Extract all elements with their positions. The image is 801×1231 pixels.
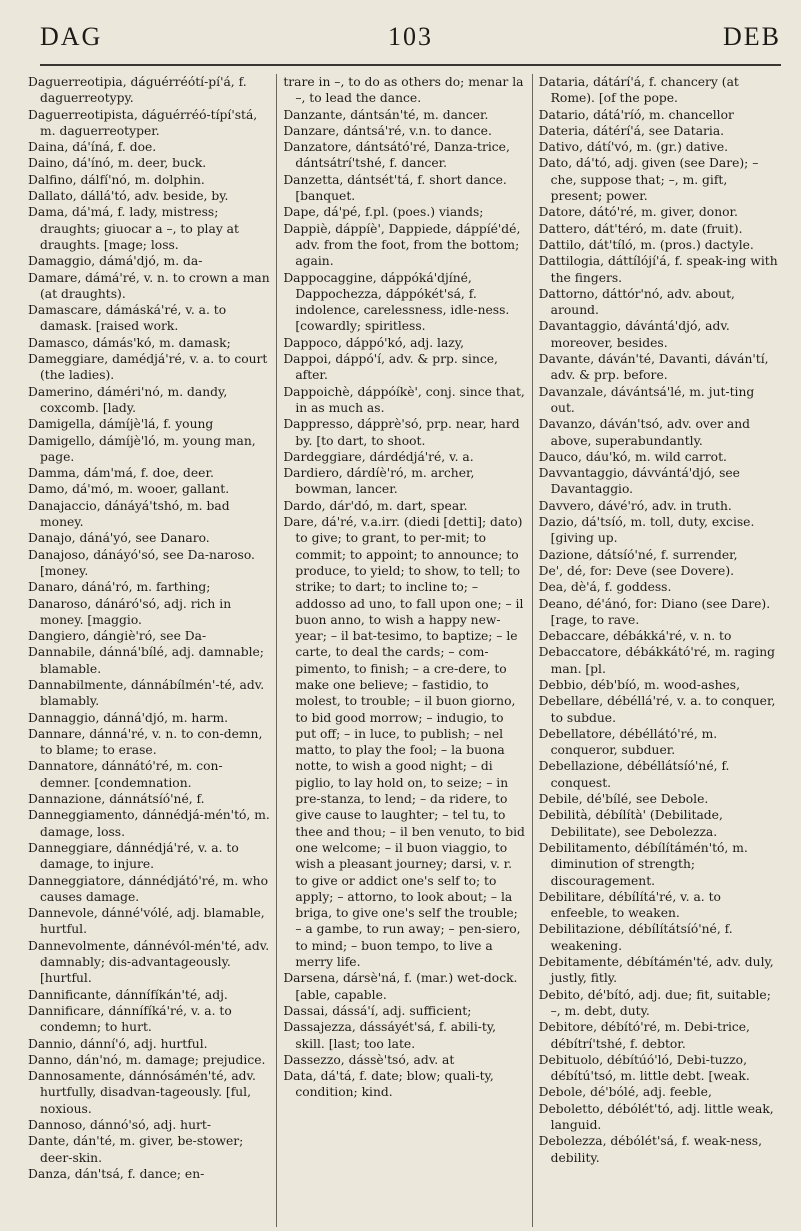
dictionary-entry: Debolezza, débólét'sá, f. weak-ness, debility.: [538, 1134, 762, 1165]
dictionary-entry: Debaccatore, débákkátó'ré, m. raging man. [pl.: [538, 645, 775, 676]
dictionary-entry: Data, dá'tá, f. date; blow; quali-ty, condition; kind.: [283, 1069, 494, 1100]
dictionary-entry: Dannazione, dánnátsíó'né, f.: [28, 792, 205, 807]
dictionary-entry: Danzare, dántsá'ré, v.n. to dance.: [283, 123, 492, 138]
dictionary-entry: Datore, dátó'ré, m. giver, donor.: [538, 205, 738, 220]
dictionary-entry: Dallato, dállá'tó, adv. beside, by.: [28, 189, 229, 204]
dictionary-entry: Dattorno, dáttór'nó, adv. about, around.: [538, 286, 735, 318]
dictionary-entry: Debellazione, débéllátsíó'né, f. conquest.: [538, 759, 730, 790]
dictionary-entry: Dare, dá'ré, v.a.irr. (diedi [detti]; dato) to give; to grant, to per-mit; to commit; to appoint; to announce; to produce, to yield; to show, to tell; to strike; to dart; to incline to; – addosso ad uno, to fall upon one; – il buon anno, to wish a happy new-year; – il bat-tesimo, to baptize; – le carte, to deal the cards; – com-pimento, to finish; – a cre-dere, to make one believe; – fastidio, to molest, to trouble; – il buon giorno, to bid good morrow; – indugio, to put off; – in luce, to publish; – nel matto, to play the fool; – la buona notte, to wish a good night; – di piglio, to lay hold on, to seize; – in pre-stanza, to lend; – da ridere, to give cause to laughter; – tel tu, to thee and thou; – il ben venuto, to bid one welcome; – il buon viaggio, to wish a pleasant journey; darsi, v. r. to give or addict one's self to; to apply; – attorno, to look about; – la briga, to give one's self the trouble; – a gambe, to run away; – pen-siero, to mind; – buon tempo, to live a merry life.: [283, 515, 525, 970]
dictionary-entry: Debilità, débílítà' (Debilitade, Debilitate), see Debolezza.: [538, 808, 723, 839]
dictionary-entry: Daina, dá'íná, f. doe.: [28, 140, 157, 155]
dictionary-entry: Dape, dá'pé, f.pl. (poes.) viands;: [283, 205, 484, 220]
dictionary-entry: De', dé, for: Deve (see Dovere).: [538, 563, 735, 578]
dictionary-entry: Dannificante, dánnífíkán'té, adj.: [28, 987, 228, 1002]
dictionary-entry: Dannio, dánní'ó, adj. hurtful.: [28, 1036, 208, 1051]
dictionary-entry: Dassezzo, dássè'tsó, adv. at: [283, 1052, 455, 1067]
dictionary-entry: Dattilogia, dáttílójí'á, f. speak-ing with the fingers.: [538, 254, 778, 285]
dictionary-entry: Dannare, dánná'ré, v. n. to con-demn, to blame; to erase.: [28, 726, 263, 758]
page-header: [40, 10, 781, 66]
dictionary-entry: Danzatore, dántsátó'ré, Danza-trice, dántsátrí'tshé, f. dancer.: [283, 140, 510, 171]
dictionary-entry: Dalfino, dálfí'nó, m. dolphin.: [28, 172, 205, 187]
dictionary-entry: Debile, dé'bílé, see Debole.: [538, 792, 709, 807]
dictionary-entry: Dannificare, dánnífíká'ré, v. a. to condemn; to hurt.: [28, 1003, 232, 1035]
dictionary-entry: Dannaggio, dánná'djó, m. harm.: [28, 710, 229, 725]
dictionary-entry: Dativo, dátí'vó, m. (gr.) dative.: [538, 140, 729, 155]
dictionary-entry: Danneggiamento, dánnédjá-mén'tó, m. damage, loss.: [28, 808, 270, 839]
dictionary-entry: Damerino, dáméri'nó, m. dandy, coxcomb. [lady.: [28, 384, 228, 415]
dictionary-entry: Dattero, dát'téró, m. date (fruit).: [538, 221, 743, 236]
dictionary-entry: Damare, dámá'ré, v. n. to crown a man (at draughts).: [28, 270, 270, 301]
dictionary-entry: Darsena, dársè'ná, f. (mar.) wet-dock. [able, capable.: [283, 971, 518, 1002]
dictionary-entry: Dato, dá'tó, adj. given (see Dare); – che, suppose that; –, m. gift, present; power.: [538, 156, 759, 204]
dictionary-entry: Dardiero, dárdíè'ró, m. archer, bowman, lancer.: [283, 466, 475, 497]
dictionary-entry: Deboletto, débólét'tó, adj. little weak, languid.: [538, 1101, 774, 1132]
dictionary-entry: Dannabile, dánná'bílé, adj. damnable; blamable.: [28, 645, 264, 676]
dictionary-entry: Davanzale, dávántsá'lé, m. jut-ting out.: [538, 384, 755, 415]
dictionary-entry: Danneggiare, dánnédjá'ré, v. a. to damage, to injure.: [28, 840, 239, 872]
dictionary-entry: Dea, dè'á, f. goddess.: [538, 580, 672, 595]
dictionary-entry: Daguerreotipia, dáguérréótí-pí'á, f. daguerreotypy.: [28, 75, 247, 106]
dictionary-entry: Dappoi, dáppó'í, adv. & prp. since, after.: [283, 352, 498, 383]
dictionary-entry: Davantaggio, dávántá'djó, adv. moreover, besides.: [538, 319, 730, 350]
dictionary-entry: Dassai, dássá'í, adj. sufficient;: [283, 1003, 472, 1018]
dictionary-entry: Dameggiare, damédjá'ré, v. a. to court (the ladies).: [28, 352, 268, 383]
dictionary-entry: Damaggio, dámá'djó, m. da-: [28, 254, 203, 269]
dictionary-entry: Debole, dé'bólé, adj. feeble,: [538, 1085, 712, 1100]
dictionary-entry: Davanzo, dáván'tsó, adv. over and above, superabundantly.: [538, 417, 751, 448]
dictionary-entry: Debitamente, débítámén'té, adv. duly, justly, fitly.: [538, 955, 774, 986]
dictionary-entry: Dauco, dáu'kó, m. wild carrot.: [538, 449, 727, 464]
dictionary-entry: Dataria, dátárí'á, f. chancery (at Rome). [of the pope.: [538, 75, 739, 106]
dictionary-entry: Danajoso, dánáyó'só, see Da-naroso. [money.: [28, 547, 255, 578]
column-right: [532, 74, 787, 1227]
dictionary-entry: Dardo, dár'dó, m. dart, spear.: [283, 498, 468, 513]
dictionary-entry: Debito, dé'bító, adj. due; fit, suitable; –, m. debt, duty.: [538, 987, 771, 1018]
dictionary-entry: Dappresso, dápprè'só, prp. near, hard by. [to dart, to shoot.: [283, 417, 520, 448]
dictionary-entry: Dappiè, dáppíè', Dappiede, dáppíé'dé, adv. from the foot, from the bottom; again.: [283, 221, 521, 269]
dictionary-entry: Davvero, dávé'ró, adv. in truth.: [538, 498, 732, 513]
dictionary-entry: trare in –, to do as others do; menar la –, to lead the dance.: [283, 75, 524, 106]
dictionary-entry: Danza, dán'tsá, f. dance; en-: [28, 1166, 205, 1181]
dictionary-entry: Danzante, dántsán'té, m. dancer.: [283, 107, 489, 122]
dictionary-entry: Debellatore, débéllátó'ré, m. conqueror, subduer.: [538, 726, 718, 758]
dictionary-entry: Damasco, dámás'kó, m. damask;: [28, 335, 231, 350]
dictionary-entry: Dannosamente, dánnósámén'té, adv. hurtfully, disadvan-tageously. [ful, noxious.: [28, 1069, 256, 1116]
dictionary-entry: Deano, dé'ánó, for: Diano (see Dare). [rage, to rave.: [538, 596, 771, 627]
dictionary-entry: Dante, dán'té, m. giver, be-stower; deer-skin.: [28, 1134, 244, 1165]
dictionary-entry: Dazio, dá'tsíó, m. toll, duty, excise. [giving up.: [538, 515, 755, 546]
column-middle: [276, 74, 531, 1227]
dictionary-entry: Dappoco, dáppó'kó, adj. lazy,: [283, 335, 464, 350]
dictionary-entry: Dattilo, dát'tíló, m. (pros.) dactyle.: [538, 237, 754, 252]
dictionary-entry: Danzetta, dántsét'tá, f. short dance. [banquet.: [283, 172, 507, 204]
columns: [22, 74, 787, 1227]
dictionary-entry: Damma, dám'má, f. doe, deer.: [28, 466, 214, 481]
dictionary-entry: Debitore, débító'ré, m. Debi-trice, débítrí'tshé, f. debtor.: [538, 1020, 750, 1051]
dictionary-entry: Debilitare, débílítá'ré, v. a. to enfeeble, to weaken.: [538, 889, 721, 921]
dictionary-entry: Dappocaggine, dáppóká'djíné, Dappochezza, dáppókét'sá, f. indolence, carelessness, idle-ness. [cowardly; spiritless.: [283, 270, 510, 334]
dictionary-entry: Danneggiatore, dánnédjátó'ré, m. who causes damage.: [28, 873, 268, 904]
dictionary-entry: Damigella, dámíjè'lá, f. young: [28, 417, 214, 432]
dictionary-entry: Danno, dán'nó, m. damage; prejudice.: [28, 1052, 266, 1067]
dictionary-entry: Davvantaggio, dávvántá'djó, see Davantaggio.: [538, 466, 740, 497]
dictionary-entry: Danajo, dáná'yó, see Danaro.: [28, 531, 210, 546]
dictionary-entry: Dardeggiare, dárdédjá'ré, v. a.: [283, 449, 474, 464]
dictionary-entry: Danaro, dáná'ró, m. farthing;: [28, 580, 211, 595]
dictionary-entry: Daguerreotipista, dáguérréó-típí'stá, m. daguerreotyper.: [28, 107, 258, 138]
page-number: 103: [388, 22, 433, 51]
dictionary-entry: Dassajezza, dássáyét'sá, f. abili-ty, skill. [last; too late.: [283, 1020, 497, 1051]
dictionary-entry: Davante, dáván'té, Davanti, dáván'tí, adv. & prp. before.: [538, 352, 769, 383]
dictionary-entry: Dannevolmente, dánnévól-mén'té, adv. damnably; dis-advantageously. [hurtful.: [28, 938, 270, 986]
dictionary-entry: Damascare, dámáská'ré, v. a. to damask. [raised work.: [28, 303, 227, 334]
dictionary-entry: Damo, dá'mó, m. wooer, gallant.: [28, 482, 230, 497]
header-right-word: DEB: [723, 22, 781, 51]
dictionary-entry: Dateria, dátérí'á, see Dataria.: [538, 123, 725, 138]
dictionary-entry: Debaccare, débákká'ré, v. n. to: [538, 629, 732, 644]
dictionary-entry: Danaroso, dánáró'só, adj. rich in money. [maggio.: [28, 596, 232, 627]
dictionary-entry: Debituolo, débítúó'ló, Debi-tuzzo, débítú'tsó, m. little debt. [weak.: [538, 1052, 750, 1084]
dictionary-entry: Debellare, débéllá'ré, v. a. to conquer, to subdue.: [538, 694, 776, 725]
dictionary-entry: Debilitazione, débílítátsíó'né, f. weakening.: [538, 922, 733, 953]
header-left-word: DAG: [40, 22, 103, 51]
dictionary-entry: Dannatore, dánnátó'ré, m. con-demner. [condemnation.: [28, 759, 223, 790]
dictionary-entry: Dappoichè, dáppóíkè', conj. since that, in as much as.: [283, 384, 525, 415]
dictionary-entry: Datario, dátá'ríó, m. chancellor: [538, 107, 734, 122]
dictionary-entry: Dangiero, dángiè'ró, see Da-: [28, 629, 207, 644]
column-left: [22, 74, 276, 1227]
dictionary-entry: Damigello, dámíjè'ló, m. young man, page.: [28, 433, 256, 464]
dictionary-entry: Dannoso, dánnó'só, adj. hurt-: [28, 1118, 211, 1132]
dictionary-entry: Dazione, dátsíó'né, f. surrender,: [538, 547, 738, 562]
dictionary-entry: Dannevole, dánné'vólé, adj. blamable, hurtful.: [28, 906, 265, 937]
dictionary-entry: Daino, dá'ínó, m. deer, buck.: [28, 156, 207, 171]
dictionary-entry: Dama, dá'má, f. lady, mistress; draughts; giuocar a –, to play at draughts. [mage; loss.: [28, 205, 239, 252]
dictionary-entry: Debbio, déb'bíó, m. wood-ashes,: [538, 677, 741, 692]
dictionary-entry: Danajaccio, dánáyá'tshó, m. bad money.: [28, 498, 230, 530]
dictionary-entry: Dannabilmente, dánnábílmén'-té, adv. blamably.: [28, 677, 265, 709]
dictionary-entry: Debilitamento, débílítámén'tó, m. diminution of strength; discouragement.: [538, 840, 748, 888]
